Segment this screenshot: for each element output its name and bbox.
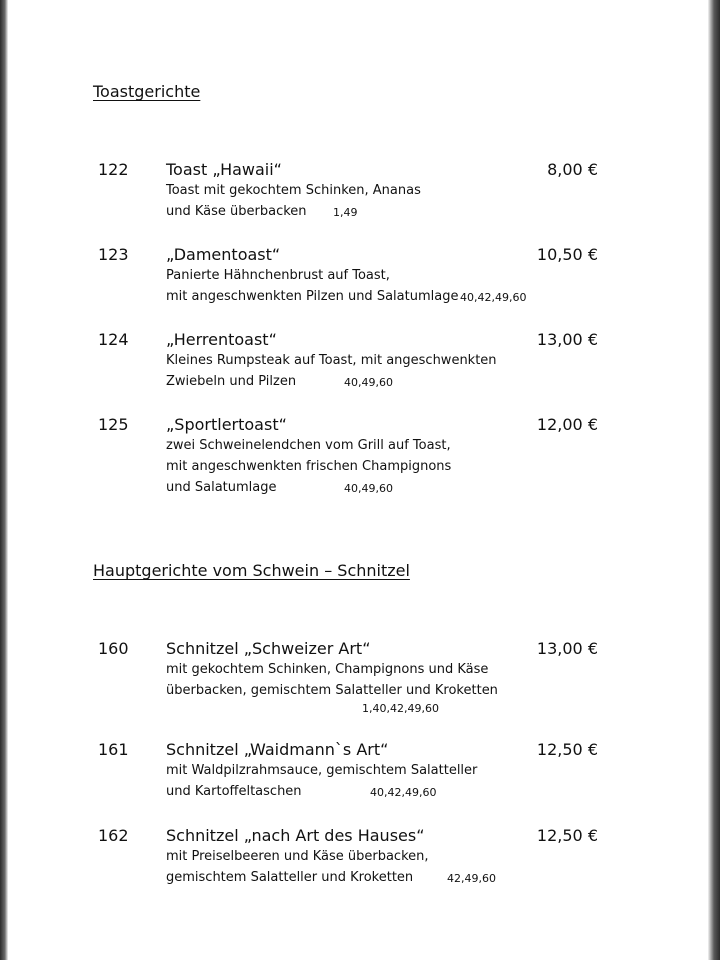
item-description-line: mit Waldpilzrahmsauce, gemischtem Salatteller [166, 763, 478, 778]
item-price: 8,00 € [547, 160, 598, 179]
item-name: „Damentoast“ [166, 245, 281, 264]
item-number: 160 [98, 639, 129, 658]
item-description-line: überbacken, gemischtem Salatteller und Kroketten [166, 683, 498, 698]
item-name: „Herrentoast“ [166, 330, 277, 349]
item-number: 162 [98, 826, 129, 845]
item-description-line: gemischtem Salatteller und Kroketten [166, 870, 414, 885]
item-price: 12,00 € [536, 415, 598, 434]
item-additives: 40,42,49,60 [370, 786, 437, 799]
item-number: 125 [98, 415, 129, 434]
item-description-line: Zwiebeln und Pilzen [166, 374, 297, 389]
section-title-schnitzel: Hauptgerichte vom Schwein – Schnitzel [93, 561, 410, 580]
item-description-line: Kleines Rumpsteak auf Toast, mit angeschwenkten [166, 353, 497, 368]
item-price: 10,50 € [536, 245, 598, 264]
item-description-line: und Käse überbacken [166, 204, 307, 219]
item-name: Schnitzel „Schweizer Art“ [166, 639, 371, 658]
item-name: Toast „Hawaii“ [166, 160, 282, 179]
item-additives: 40,49,60 [344, 376, 393, 389]
item-description-line: und Salatumlage [166, 480, 277, 495]
item-price: 13,00 € [536, 639, 598, 658]
item-number: 122 [98, 160, 129, 179]
item-price: 13,00 € [536, 330, 598, 349]
item-name: „Sportlertoast“ [166, 415, 287, 434]
item-description-line: und Kartoffeltaschen [166, 784, 302, 799]
item-additives: 42,49,60 [447, 872, 496, 885]
item-description-line: Panierte Hähnchenbrust auf Toast, [166, 268, 390, 283]
item-number: 124 [98, 330, 129, 349]
item-additives: 40,42,49,60 [460, 291, 527, 304]
item-number: 123 [98, 245, 129, 264]
item-description-line: mit Preiselbeeren und Käse überbacken, [166, 849, 429, 864]
item-additives: 1,40,42,49,60 [362, 702, 439, 715]
item-description-line: mit angeschwenkten Pilzen und Salatumlage [166, 289, 459, 304]
item-number: 161 [98, 740, 129, 759]
item-additives: 40,49,60 [344, 482, 393, 495]
item-name: Schnitzel „Waidmann`s Art“ [166, 740, 389, 759]
item-price: 12,50 € [536, 826, 598, 845]
item-description-line: Toast mit gekochtem Schinken, Ananas [166, 183, 421, 198]
item-description-line: mit gekochtem Schinken, Champignons und Käse [166, 662, 489, 677]
item-description-line: zwei Schweinelendchen vom Grill auf Toast, [166, 438, 451, 453]
item-price: 12,50 € [536, 740, 598, 759]
item-additives: 1,49 [333, 206, 358, 219]
item-name: Schnitzel „nach Art des Hauses“ [166, 826, 425, 845]
item-description-line: mit angeschwenkten frischen Champignons [166, 459, 452, 474]
section-title-toastgerichte: Toastgerichte [93, 82, 201, 101]
